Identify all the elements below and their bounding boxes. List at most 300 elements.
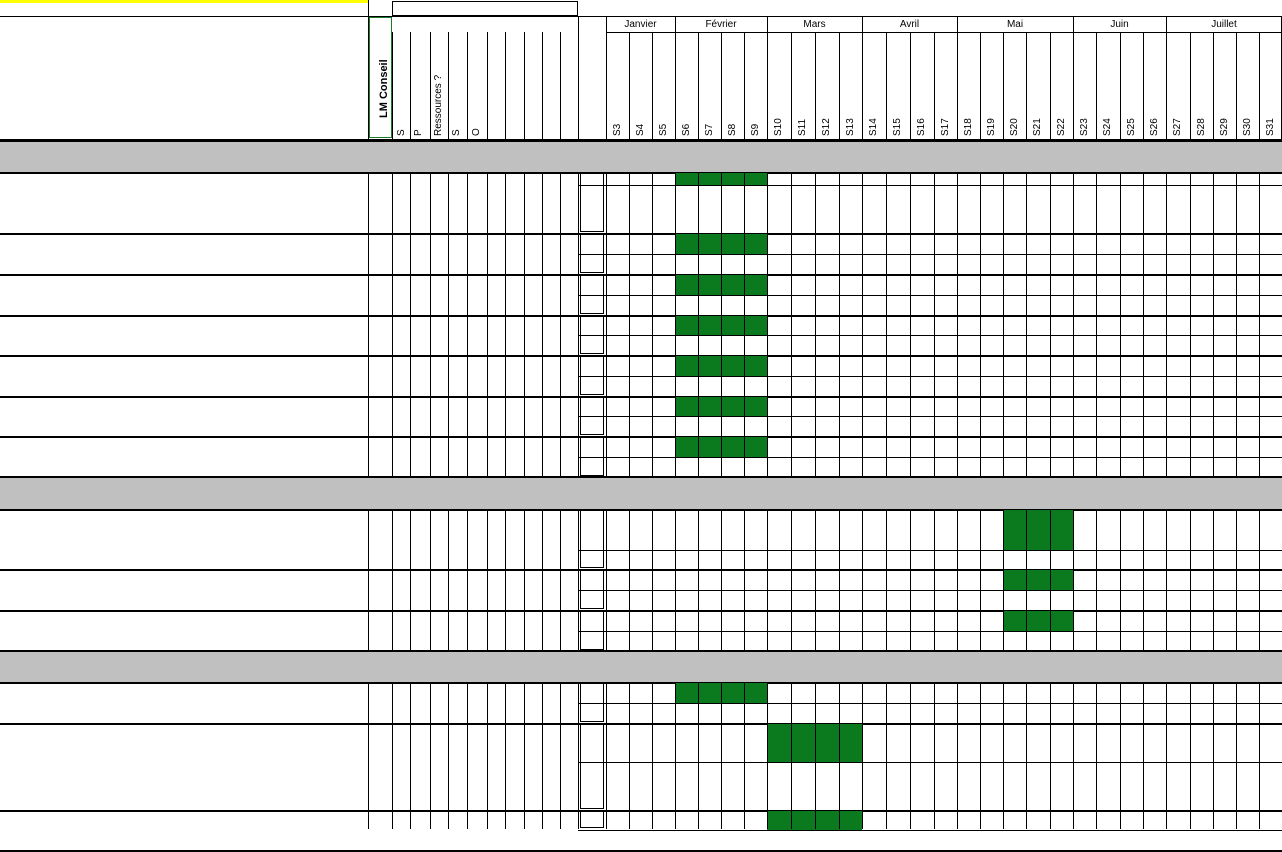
grid-line: [698, 723, 699, 810]
grid-line: [675, 569, 676, 610]
row-mid-line: [578, 416, 1282, 417]
grid-line: [744, 810, 745, 829]
grid-line: [629, 172, 630, 233]
grid-line: [675, 610, 676, 651]
grid-line: [505, 436, 506, 477]
planned-week-cell: [1026, 611, 1050, 631]
grid-line: [1120, 810, 1121, 829]
grid-line: [524, 396, 525, 436]
grid-line: [410, 723, 411, 810]
grid-line: [886, 315, 887, 355]
grid-line: [886, 172, 887, 233]
grid-line: [1026, 509, 1027, 569]
grid-line: [698, 396, 699, 436]
grid-line: [1213, 682, 1214, 723]
contributor-code: [410, 409, 430, 423]
grid-line: [652, 315, 653, 355]
grid-line: [721, 172, 722, 233]
week-label: S5: [658, 123, 669, 136]
grid-line: [1213, 396, 1214, 436]
grid-line: [910, 436, 911, 477]
grid-line: [980, 355, 981, 396]
grid-line: [1236, 355, 1237, 396]
grid-line: [467, 723, 468, 810]
week-label: S23: [1079, 118, 1090, 136]
grid-line: [910, 274, 911, 315]
grid-line: [767, 682, 768, 723]
grid-line: [1120, 315, 1121, 355]
month-header: Février: [705, 19, 737, 30]
grid-line: [629, 436, 630, 477]
grid-line: [410, 315, 411, 355]
grid-line: [1143, 610, 1144, 651]
week-label: S29: [1219, 118, 1230, 136]
section-band: [0, 477, 1282, 509]
grid-line: [1143, 509, 1144, 569]
grid-line: [606, 355, 607, 396]
grid-line: [524, 233, 525, 274]
contributor-code: [392, 583, 410, 597]
grid-line: [698, 355, 699, 396]
grid-line: [1190, 810, 1191, 829]
grid-line: [1073, 233, 1074, 274]
grid-line: [467, 32, 468, 139]
grid-line: [448, 509, 449, 569]
grid-line: [606, 810, 607, 829]
grid-line: [744, 172, 745, 233]
grid-line: [652, 723, 653, 810]
grid-line: [1213, 509, 1214, 569]
planned-week-cell: [767, 724, 791, 762]
grid-line: [791, 32, 792, 139]
grid-line: [1120, 436, 1121, 477]
planned-week-cell: [1050, 611, 1073, 631]
grid-line: [410, 355, 411, 396]
month-header: Mai: [1006, 19, 1024, 30]
grid-line: [652, 610, 653, 651]
grid-line: [886, 436, 887, 477]
planned-week-cell: [721, 173, 744, 185]
grid-line: [839, 172, 840, 233]
grid-line: [560, 396, 561, 436]
grid-line: [1026, 233, 1027, 274]
grid-line: [1003, 610, 1004, 651]
grid-line: [1073, 569, 1074, 610]
grid-line: [698, 610, 699, 651]
planned-week-cell: [721, 275, 744, 295]
grid-line: [767, 723, 768, 810]
contributor-code: [392, 196, 410, 210]
grid-line: [980, 274, 981, 315]
contributor-code: [392, 450, 410, 464]
grid-line: [886, 32, 887, 139]
grid-line: [1120, 172, 1121, 233]
grid-line: [934, 355, 935, 396]
planned-week-cell: [744, 437, 767, 457]
contributor-code: [370, 196, 392, 210]
planned-week-cell: [698, 234, 721, 254]
planned-week-cell: [791, 724, 815, 762]
planned-week-cell: [675, 316, 698, 335]
grid-line: [1003, 509, 1004, 569]
grid-line: [721, 509, 722, 569]
grid-line: [1213, 233, 1214, 274]
grid-line: [957, 610, 958, 651]
grid-line: [606, 682, 607, 723]
planned-week-cell: [721, 356, 744, 376]
grid-line: [1096, 32, 1097, 139]
grid-line: [1026, 274, 1027, 315]
grid-line: [1166, 569, 1167, 610]
grid-line: [744, 509, 745, 569]
grid-line: [791, 396, 792, 436]
grid-line: [560, 810, 561, 829]
grid-line: [957, 355, 958, 396]
grid-line: [606, 274, 607, 315]
grid-line: [392, 610, 393, 651]
grid-line: [1050, 396, 1051, 436]
grid-line: [629, 32, 630, 139]
grid-line: [791, 569, 792, 610]
grid-line: [886, 723, 887, 810]
grid-line: [957, 436, 958, 477]
row-mid-line: [578, 295, 1282, 296]
grid-line: [1073, 682, 1074, 723]
grid-line: [744, 233, 745, 274]
grid-line: [560, 569, 561, 610]
grid-line: [1236, 569, 1237, 610]
grid-line: [1073, 396, 1074, 436]
grid-line: [815, 32, 816, 139]
grid-line: [1096, 172, 1097, 233]
grid-line: [560, 509, 561, 569]
grid-line: [767, 315, 768, 355]
grid-line: [815, 396, 816, 436]
grid-line: [505, 396, 506, 436]
grid-line: [791, 315, 792, 355]
grid-line: [392, 436, 393, 477]
grid-line: [430, 315, 431, 355]
grid-line: [744, 682, 745, 723]
week-label: S25: [1126, 118, 1137, 136]
grid-line: [675, 355, 676, 396]
grid-line: [448, 610, 449, 651]
contributor-code: [392, 247, 410, 261]
grid-line: [1190, 233, 1191, 274]
grid-line: [1166, 274, 1167, 315]
grid-line: [524, 610, 525, 651]
grid-line: [392, 315, 393, 355]
grid-line: [505, 569, 506, 610]
grid-line: [910, 682, 911, 723]
grid-line: [448, 315, 449, 355]
planned-week-cell: [744, 234, 767, 254]
grid-line: [629, 610, 630, 651]
grid-line: [430, 682, 431, 723]
grid-line: [791, 723, 792, 810]
grid-line: [675, 509, 676, 569]
planned-week-cell: [791, 811, 815, 830]
grid-line: [1143, 396, 1144, 436]
title-strip: [0, 0, 368, 3]
grid-line: [1166, 396, 1167, 436]
grid-line: [791, 436, 792, 477]
grid-line: [957, 509, 958, 569]
status-box: [580, 611, 604, 650]
grid-line: [1096, 355, 1097, 396]
contributor-code: [370, 696, 392, 710]
grid-line: [910, 355, 911, 396]
grid-line: [980, 436, 981, 477]
grid-line: [467, 509, 468, 569]
grid-line: [1050, 610, 1051, 651]
grid-line: [487, 32, 488, 139]
contributor-code: [410, 247, 430, 261]
grid-line: [1050, 436, 1051, 477]
grid-line: [1026, 682, 1027, 723]
week-label: S14: [868, 118, 879, 136]
grid-line: [1050, 32, 1051, 139]
grid-line: [767, 32, 768, 139]
grid-line: [862, 610, 863, 651]
planned-week-cell: [1003, 611, 1026, 631]
grid-line: [791, 274, 792, 315]
grid-line: [430, 610, 431, 651]
planned-week-cell: [698, 356, 721, 376]
planned-week-cell: [721, 234, 744, 254]
grid-line: [606, 396, 607, 436]
grid-line: [1073, 315, 1074, 355]
row-line: [0, 396, 1282, 398]
grid-line: [1050, 509, 1051, 569]
grid-line: [934, 274, 935, 315]
grid-line: [910, 810, 911, 829]
grid-line: [1073, 723, 1074, 810]
grid-line: [980, 32, 981, 139]
row-line: [0, 355, 1282, 357]
grid-line: [1213, 274, 1214, 315]
grid-line: [505, 509, 506, 569]
grid-line: [524, 682, 525, 723]
grid-line: [1120, 682, 1121, 723]
grid-line: [839, 315, 840, 355]
grid-line: [675, 32, 676, 139]
grid-line: [980, 810, 981, 829]
grid-line: [1190, 396, 1191, 436]
grid-line: [698, 682, 699, 723]
grid-line: [721, 810, 722, 829]
planned-week-cell: [698, 173, 721, 185]
section-line: [0, 476, 1282, 478]
row-mid-line: [578, 376, 1282, 377]
grid-line: [578, 16, 579, 829]
grid-line: [410, 436, 411, 477]
grid-line: [1259, 569, 1260, 610]
planned-week-cell: [744, 316, 767, 335]
grid-line: [629, 233, 630, 274]
grid-line: [652, 569, 653, 610]
grid-line: [815, 682, 816, 723]
grid-line: [430, 509, 431, 569]
grid-line: [487, 436, 488, 477]
grid-line: [675, 274, 676, 315]
grid-line: [1166, 810, 1167, 829]
grid-line: [467, 355, 468, 396]
grid-line: [744, 436, 745, 477]
grid-line: [910, 172, 911, 233]
grid-line: [980, 396, 981, 436]
grid-line: [698, 233, 699, 274]
row-line: [0, 610, 1282, 612]
grid-line: [1050, 810, 1051, 829]
grid-line: [467, 810, 468, 829]
grid-line: [1050, 569, 1051, 610]
row-mid-line: [578, 703, 1282, 704]
grid-line: [886, 610, 887, 651]
grid-line: [524, 315, 525, 355]
grid-line: [721, 274, 722, 315]
planned-week-cell: [1026, 570, 1050, 590]
grid-line: [910, 233, 911, 274]
planned-week-cell: [744, 173, 767, 185]
grid-line: [505, 32, 506, 139]
grid-line: [1143, 355, 1144, 396]
grid-line: [934, 610, 935, 651]
planned-week-cell: [767, 811, 791, 830]
grid-line: [698, 436, 699, 477]
grid-line: [560, 274, 561, 315]
grid-line: [560, 610, 561, 651]
grid-line: [1096, 233, 1097, 274]
week-label: S31: [1265, 118, 1276, 136]
grid-line: [448, 436, 449, 477]
week-label: S8: [727, 123, 738, 136]
grid-line: [560, 32, 561, 139]
grid-line: [448, 682, 449, 723]
grid-line: [1143, 723, 1144, 810]
grid-line: [886, 355, 887, 396]
grid-line: [448, 396, 449, 436]
grid-line: [1259, 610, 1260, 651]
grid-line: [767, 569, 768, 610]
grid-line: [448, 172, 449, 233]
grid-line: [430, 810, 431, 829]
grid-line: [430, 172, 431, 233]
planned-week-cell: [675, 683, 698, 703]
grid-line: [1236, 509, 1237, 569]
contributor-code: [370, 409, 392, 423]
grid-line: [430, 723, 431, 810]
grid-line: [629, 723, 630, 810]
grid-line: [910, 509, 911, 569]
grid-line: [487, 315, 488, 355]
grid-line: [1120, 274, 1121, 315]
grid-line: [1073, 274, 1074, 315]
week-label: S16: [916, 118, 927, 136]
week-label: S12: [821, 118, 832, 136]
grid-line: [767, 436, 768, 477]
grid-line: [1166, 723, 1167, 810]
grid-line: [767, 610, 768, 651]
grid-line: [410, 610, 411, 651]
planned-week-cell: [698, 397, 721, 416]
grid-line: [542, 682, 543, 723]
section-band: [0, 651, 1282, 682]
grid-line: [675, 810, 676, 829]
grid-line: [815, 810, 816, 829]
grid-line: [505, 810, 506, 829]
contributor-code: [392, 813, 410, 827]
grid-line: [430, 355, 431, 396]
contributor-code: [370, 624, 392, 638]
contributor-code: [370, 583, 392, 597]
grid-line: [448, 810, 449, 829]
grid-line: [448, 274, 449, 315]
grid-line: [467, 233, 468, 274]
grid-line: [767, 509, 768, 569]
grid-line: [721, 610, 722, 651]
grid-line: [1236, 172, 1237, 233]
grid-line: [1166, 509, 1167, 569]
grid-line: [1236, 396, 1237, 436]
grid-line: [886, 810, 887, 829]
grid-line: [815, 509, 816, 569]
grid-line: [957, 569, 958, 610]
grid-line: [744, 396, 745, 436]
grid-line: [1143, 810, 1144, 829]
grid-line: [652, 436, 653, 477]
month-header: Janvier: [624, 19, 657, 30]
grid-line: [1003, 569, 1004, 610]
month-header: Mars: [803, 19, 826, 30]
contributor-col-label: S: [451, 129, 462, 136]
week-label: S3: [612, 123, 623, 136]
month-header: Juin: [1110, 19, 1129, 30]
contributor-code: [410, 624, 430, 638]
row-line: [0, 233, 1282, 235]
grid-line: [815, 355, 816, 396]
grid-line: [934, 32, 935, 139]
grid-line: [1143, 274, 1144, 315]
week-label: S10: [773, 118, 784, 136]
grid-line: [652, 274, 653, 315]
grid-line: [791, 233, 792, 274]
grid-line: [1120, 610, 1121, 651]
grid-line: [467, 315, 468, 355]
planned-week-cell: [675, 437, 698, 457]
week-label: S6: [681, 123, 692, 136]
grid-line: [721, 355, 722, 396]
grid-line: [815, 315, 816, 355]
grid-line: [1166, 682, 1167, 723]
week-label: S21: [1032, 118, 1043, 136]
grid-line: [652, 172, 653, 233]
grid-line: [886, 682, 887, 723]
status-box: [580, 397, 604, 435]
grid-line: [430, 396, 431, 436]
contributor-code: [370, 450, 392, 464]
planned-week-cell: [721, 437, 744, 457]
grid-line: [652, 682, 653, 723]
grid-line: [957, 32, 958, 139]
grid-line: [487, 274, 488, 315]
grid-line: [675, 396, 676, 436]
grid-line: [467, 172, 468, 233]
grid-line: [505, 682, 506, 723]
grid-line: [505, 315, 506, 355]
grid-line: [1259, 723, 1260, 810]
grid-line: [1259, 355, 1260, 396]
